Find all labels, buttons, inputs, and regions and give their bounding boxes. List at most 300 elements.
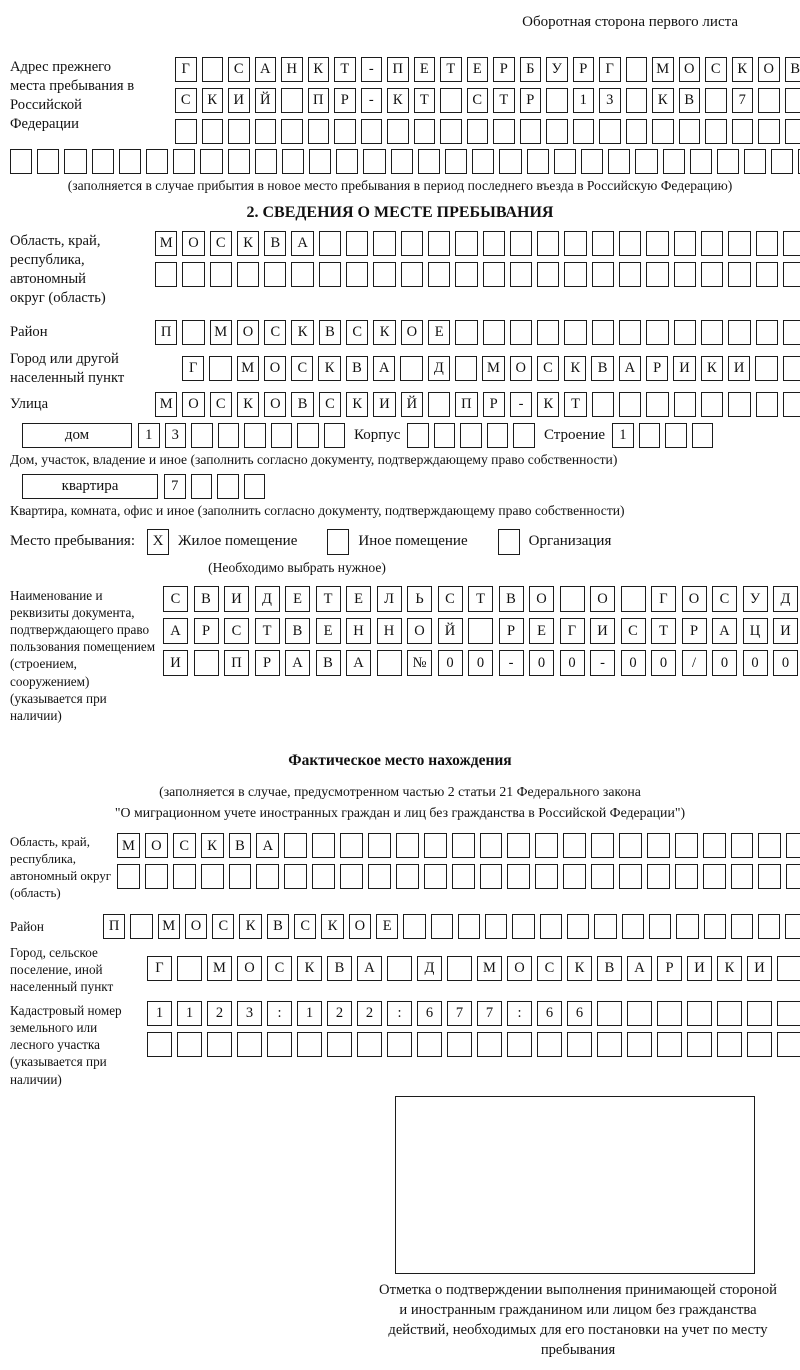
- char-cell[interactable]: К: [717, 956, 742, 981]
- char-cell[interactable]: О: [679, 57, 701, 82]
- char-cell[interactable]: [692, 423, 714, 448]
- char-cell[interactable]: С: [467, 88, 489, 113]
- char-cell[interactable]: [368, 833, 391, 858]
- char-cell[interactable]: 7: [164, 474, 186, 499]
- char-cell[interactable]: [424, 864, 447, 889]
- char-cell[interactable]: Г: [147, 956, 172, 981]
- char-cell[interactable]: [619, 864, 642, 889]
- char-cell[interactable]: Р: [646, 356, 668, 381]
- char-cell[interactable]: Д: [773, 586, 798, 612]
- char-cell[interactable]: [145, 864, 168, 889]
- char-cell[interactable]: А: [291, 231, 313, 256]
- char-cell[interactable]: [428, 392, 450, 417]
- char-cell[interactable]: [373, 262, 395, 287]
- char-cell[interactable]: Т: [468, 586, 493, 612]
- char-cell[interactable]: [783, 356, 800, 381]
- char-cell[interactable]: [567, 1032, 592, 1057]
- char-cell[interactable]: -: [499, 650, 524, 676]
- char-cell[interactable]: [597, 1001, 622, 1026]
- char-cell[interactable]: [701, 392, 723, 417]
- char-cell[interactable]: Т: [334, 57, 356, 82]
- char-cell[interactable]: К: [291, 320, 313, 345]
- char-cell[interactable]: [228, 149, 250, 174]
- char-cell[interactable]: [537, 262, 559, 287]
- char-cell[interactable]: [418, 149, 440, 174]
- char-cell[interactable]: М: [155, 392, 177, 417]
- char-cell[interactable]: В: [267, 914, 289, 939]
- char-cell[interactable]: [783, 392, 800, 417]
- char-cell[interactable]: М: [652, 57, 674, 82]
- char-cell[interactable]: [340, 833, 363, 858]
- char-cell[interactable]: [758, 833, 781, 858]
- char-cell[interactable]: С: [712, 586, 737, 612]
- char-cell[interactable]: [703, 864, 726, 889]
- char-cell[interactable]: [237, 1032, 262, 1057]
- char-cell[interactable]: [540, 914, 562, 939]
- char-cell[interactable]: Р: [573, 57, 595, 82]
- char-cell[interactable]: [271, 423, 293, 448]
- char-cell[interactable]: [758, 88, 780, 113]
- char-cell[interactable]: [674, 320, 696, 345]
- char-cell[interactable]: Е: [346, 586, 371, 612]
- char-cell[interactable]: [599, 119, 621, 144]
- char-cell[interactable]: [647, 833, 670, 858]
- char-cell[interactable]: [499, 149, 521, 174]
- char-cell[interactable]: [554, 149, 576, 174]
- char-cell[interactable]: К: [387, 88, 409, 113]
- char-cell[interactable]: Д: [417, 956, 442, 981]
- char-cell[interactable]: [592, 231, 614, 256]
- char-cell[interactable]: [209, 356, 231, 381]
- char-cell[interactable]: [458, 914, 480, 939]
- char-cell[interactable]: [679, 119, 701, 144]
- char-cell[interactable]: Ц: [743, 618, 768, 644]
- char-cell[interactable]: [428, 262, 450, 287]
- char-cell[interactable]: А: [357, 956, 382, 981]
- char-cell[interactable]: С: [210, 392, 232, 417]
- char-cell[interactable]: В: [291, 392, 313, 417]
- char-cell[interactable]: И: [673, 356, 695, 381]
- char-cell[interactable]: В: [679, 88, 701, 113]
- char-cell[interactable]: [510, 262, 532, 287]
- char-cell[interactable]: [507, 833, 530, 858]
- char-cell[interactable]: [592, 320, 614, 345]
- char-cell[interactable]: 0: [621, 650, 646, 676]
- char-cell[interactable]: О: [349, 914, 371, 939]
- char-cell[interactable]: С: [294, 914, 316, 939]
- char-cell[interactable]: 7: [732, 88, 754, 113]
- char-cell[interactable]: [452, 864, 475, 889]
- char-cell[interactable]: [244, 423, 266, 448]
- char-cell[interactable]: К: [732, 57, 754, 82]
- char-cell[interactable]: [229, 864, 252, 889]
- char-cell[interactable]: [701, 320, 723, 345]
- char-cell[interactable]: [483, 262, 505, 287]
- char-cell[interactable]: [10, 149, 32, 174]
- char-cell[interactable]: [701, 262, 723, 287]
- char-cell[interactable]: [282, 149, 304, 174]
- char-cell[interactable]: [527, 149, 549, 174]
- char-cell[interactable]: [705, 88, 727, 113]
- char-cell[interactable]: О: [401, 320, 423, 345]
- char-cell[interactable]: [591, 833, 614, 858]
- char-cell[interactable]: [510, 231, 532, 256]
- char-cell[interactable]: В: [319, 320, 341, 345]
- char-cell[interactable]: [373, 231, 395, 256]
- char-cell[interactable]: 2: [207, 1001, 232, 1026]
- char-cell[interactable]: [744, 149, 766, 174]
- char-cell[interactable]: [440, 119, 462, 144]
- char-cell[interactable]: [626, 88, 648, 113]
- char-cell[interactable]: Т: [414, 88, 436, 113]
- char-cell[interactable]: [639, 423, 661, 448]
- char-cell[interactable]: [346, 262, 368, 287]
- char-cell[interactable]: Д: [428, 356, 450, 381]
- char-cell[interactable]: [546, 88, 568, 113]
- char-cell[interactable]: И: [747, 956, 772, 981]
- char-cell[interactable]: [758, 914, 780, 939]
- char-cell[interactable]: [483, 320, 505, 345]
- char-cell[interactable]: -: [510, 392, 532, 417]
- char-cell[interactable]: [652, 119, 674, 144]
- char-cell[interactable]: [786, 833, 800, 858]
- char-cell[interactable]: Р: [334, 88, 356, 113]
- char-cell[interactable]: [535, 833, 558, 858]
- char-cell[interactable]: [428, 231, 450, 256]
- char-cell[interactable]: В: [785, 57, 800, 82]
- checkbox-other-premises[interactable]: [327, 529, 349, 555]
- char-cell[interactable]: [755, 356, 777, 381]
- char-cell[interactable]: [480, 864, 503, 889]
- char-cell[interactable]: [728, 262, 750, 287]
- char-cell[interactable]: [363, 149, 385, 174]
- char-cell[interactable]: /: [682, 650, 707, 676]
- char-cell[interactable]: 1: [612, 423, 634, 448]
- char-cell[interactable]: [626, 57, 648, 82]
- char-cell[interactable]: [731, 864, 754, 889]
- char-cell[interactable]: [626, 119, 648, 144]
- char-cell[interactable]: [228, 119, 250, 144]
- char-cell[interactable]: [460, 423, 482, 448]
- char-cell[interactable]: 6: [417, 1001, 442, 1026]
- char-cell[interactable]: С: [291, 356, 313, 381]
- char-cell[interactable]: О: [507, 956, 532, 981]
- char-cell[interactable]: Г: [175, 57, 197, 82]
- char-cell[interactable]: [537, 320, 559, 345]
- char-cell[interactable]: В: [591, 356, 613, 381]
- char-cell[interactable]: [467, 119, 489, 144]
- char-cell[interactable]: С: [224, 618, 249, 644]
- char-cell[interactable]: [387, 956, 412, 981]
- char-cell[interactable]: 0: [468, 650, 493, 676]
- char-cell[interactable]: А: [285, 650, 310, 676]
- char-cell[interactable]: [336, 149, 358, 174]
- char-cell[interactable]: С: [537, 956, 562, 981]
- char-cell[interactable]: Н: [377, 618, 402, 644]
- char-cell[interactable]: [334, 119, 356, 144]
- char-cell[interactable]: О: [182, 392, 204, 417]
- char-cell[interactable]: [130, 914, 152, 939]
- char-cell[interactable]: 1: [138, 423, 160, 448]
- char-cell[interactable]: [507, 864, 530, 889]
- char-cell[interactable]: О: [682, 586, 707, 612]
- char-cell[interactable]: [191, 474, 213, 499]
- char-cell[interactable]: К: [318, 356, 340, 381]
- char-cell[interactable]: [758, 864, 781, 889]
- char-cell[interactable]: Г: [182, 356, 204, 381]
- char-cell[interactable]: К: [567, 956, 592, 981]
- char-cell[interactable]: М: [155, 231, 177, 256]
- char-cell[interactable]: [704, 914, 726, 939]
- char-cell[interactable]: [594, 914, 616, 939]
- char-cell[interactable]: У: [743, 586, 768, 612]
- char-cell[interactable]: [560, 586, 585, 612]
- char-cell[interactable]: Й: [438, 618, 463, 644]
- char-cell[interactable]: [237, 262, 259, 287]
- char-cell[interactable]: [308, 119, 330, 144]
- char-cell[interactable]: В: [316, 650, 341, 676]
- char-cell[interactable]: 1: [297, 1001, 322, 1026]
- char-cell[interactable]: [37, 149, 59, 174]
- char-cell[interactable]: [646, 392, 668, 417]
- char-cell[interactable]: 0: [651, 650, 676, 676]
- char-cell[interactable]: [619, 231, 641, 256]
- char-cell[interactable]: [477, 1032, 502, 1057]
- char-cell[interactable]: О: [145, 833, 168, 858]
- char-cell[interactable]: И: [590, 618, 615, 644]
- char-cell[interactable]: [64, 149, 86, 174]
- char-cell[interactable]: [674, 231, 696, 256]
- char-cell[interactable]: [535, 864, 558, 889]
- char-cell[interactable]: [324, 423, 346, 448]
- char-cell[interactable]: В: [194, 586, 219, 612]
- char-cell[interactable]: [255, 119, 277, 144]
- char-cell[interactable]: К: [202, 88, 224, 113]
- char-cell[interactable]: [281, 88, 303, 113]
- char-cell[interactable]: [731, 833, 754, 858]
- char-cell[interactable]: [319, 262, 341, 287]
- char-cell[interactable]: [717, 149, 739, 174]
- char-cell[interactable]: [202, 57, 224, 82]
- char-cell[interactable]: [537, 1032, 562, 1057]
- char-cell[interactable]: [507, 1032, 532, 1057]
- char-cell[interactable]: [472, 149, 494, 174]
- char-cell[interactable]: Г: [651, 586, 676, 612]
- char-cell[interactable]: С: [212, 914, 234, 939]
- char-cell[interactable]: [563, 833, 586, 858]
- char-cell[interactable]: [493, 119, 515, 144]
- char-cell[interactable]: И: [224, 586, 249, 612]
- char-cell[interactable]: [783, 320, 800, 345]
- char-cell[interactable]: П: [155, 320, 177, 345]
- char-cell[interactable]: П: [308, 88, 330, 113]
- char-cell[interactable]: 2: [327, 1001, 352, 1026]
- char-cell[interactable]: [619, 262, 641, 287]
- char-cell[interactable]: В: [327, 956, 352, 981]
- char-cell[interactable]: [756, 231, 778, 256]
- char-cell[interactable]: О: [407, 618, 432, 644]
- char-cell[interactable]: И: [163, 650, 188, 676]
- char-cell[interactable]: [284, 833, 307, 858]
- char-cell[interactable]: [619, 320, 641, 345]
- char-cell[interactable]: [663, 149, 685, 174]
- char-cell[interactable]: [646, 320, 668, 345]
- char-cell[interactable]: П: [387, 57, 409, 82]
- char-cell[interactable]: Г: [560, 618, 585, 644]
- char-cell[interactable]: [403, 914, 425, 939]
- char-cell[interactable]: [657, 1001, 682, 1026]
- char-cell[interactable]: [452, 833, 475, 858]
- char-cell[interactable]: И: [773, 618, 798, 644]
- char-cell[interactable]: М: [477, 956, 502, 981]
- char-cell[interactable]: [777, 1032, 800, 1057]
- char-cell[interactable]: 0: [773, 650, 798, 676]
- char-cell[interactable]: [619, 833, 642, 858]
- char-cell[interactable]: А: [627, 956, 652, 981]
- char-cell[interactable]: П: [103, 914, 125, 939]
- char-cell[interactable]: [210, 262, 232, 287]
- char-cell[interactable]: [361, 119, 383, 144]
- char-cell[interactable]: [281, 119, 303, 144]
- char-cell[interactable]: [340, 864, 363, 889]
- checkbox-organization[interactable]: [498, 529, 520, 555]
- char-cell[interactable]: Т: [440, 57, 462, 82]
- char-cell[interactable]: [728, 392, 750, 417]
- char-cell[interactable]: [182, 320, 204, 345]
- char-cell[interactable]: А: [712, 618, 737, 644]
- char-cell[interactable]: [146, 149, 168, 174]
- char-cell[interactable]: А: [256, 833, 279, 858]
- char-cell[interactable]: В: [597, 956, 622, 981]
- char-cell[interactable]: [377, 650, 402, 676]
- char-cell[interactable]: [758, 119, 780, 144]
- char-cell[interactable]: [401, 231, 423, 256]
- char-cell[interactable]: [468, 618, 493, 644]
- char-cell[interactable]: [621, 586, 646, 612]
- char-cell[interactable]: [676, 914, 698, 939]
- char-cell[interactable]: [483, 231, 505, 256]
- char-cell[interactable]: 3: [165, 423, 187, 448]
- char-cell[interactable]: [705, 119, 727, 144]
- char-cell[interactable]: [217, 474, 239, 499]
- char-cell[interactable]: О: [529, 586, 554, 612]
- char-cell[interactable]: С: [438, 586, 463, 612]
- char-cell[interactable]: [635, 149, 657, 174]
- char-cell[interactable]: [777, 1001, 800, 1026]
- char-cell[interactable]: [649, 914, 671, 939]
- char-cell[interactable]: С: [264, 320, 286, 345]
- char-cell[interactable]: [564, 231, 586, 256]
- char-cell[interactable]: [646, 231, 668, 256]
- char-cell[interactable]: М: [482, 356, 504, 381]
- char-cell[interactable]: [255, 149, 277, 174]
- char-cell[interactable]: С: [346, 320, 368, 345]
- char-cell[interactable]: К: [239, 914, 261, 939]
- char-cell[interactable]: М: [210, 320, 232, 345]
- char-cell[interactable]: [182, 262, 204, 287]
- char-cell[interactable]: [401, 262, 423, 287]
- checkbox-residential[interactable]: X: [147, 529, 169, 555]
- char-cell[interactable]: [155, 262, 177, 287]
- char-cell[interactable]: [785, 88, 800, 113]
- char-cell[interactable]: [513, 423, 535, 448]
- char-cell[interactable]: [177, 1032, 202, 1057]
- char-cell[interactable]: К: [201, 833, 224, 858]
- char-cell[interactable]: [646, 262, 668, 287]
- char-cell[interactable]: Е: [428, 320, 450, 345]
- char-cell[interactable]: Н: [281, 57, 303, 82]
- char-cell[interactable]: У: [546, 57, 568, 82]
- char-cell[interactable]: 0: [560, 650, 585, 676]
- char-cell[interactable]: [312, 864, 335, 889]
- char-cell[interactable]: [256, 864, 279, 889]
- char-cell[interactable]: [581, 149, 603, 174]
- char-cell[interactable]: 6: [537, 1001, 562, 1026]
- char-cell[interactable]: С: [163, 586, 188, 612]
- char-cell[interactable]: [674, 392, 696, 417]
- char-cell[interactable]: И: [373, 392, 395, 417]
- char-cell[interactable]: [244, 474, 266, 499]
- char-cell[interactable]: -: [590, 650, 615, 676]
- char-cell[interactable]: :: [507, 1001, 532, 1026]
- char-cell[interactable]: М: [237, 356, 259, 381]
- char-cell[interactable]: [424, 833, 447, 858]
- char-cell[interactable]: В: [229, 833, 252, 858]
- char-cell[interactable]: 1: [147, 1001, 172, 1026]
- char-cell[interactable]: [756, 392, 778, 417]
- char-cell[interactable]: -: [361, 88, 383, 113]
- char-cell[interactable]: Р: [657, 956, 682, 981]
- char-cell[interactable]: Р: [520, 88, 542, 113]
- char-cell[interactable]: Р: [682, 618, 707, 644]
- char-cell[interactable]: К: [652, 88, 674, 113]
- char-cell[interactable]: К: [297, 956, 322, 981]
- char-cell[interactable]: С: [705, 57, 727, 82]
- char-cell[interactable]: [291, 262, 313, 287]
- char-cell[interactable]: [731, 914, 753, 939]
- char-cell[interactable]: [218, 423, 240, 448]
- char-cell[interactable]: [396, 864, 419, 889]
- char-cell[interactable]: К: [237, 392, 259, 417]
- char-cell[interactable]: Р: [194, 618, 219, 644]
- char-cell[interactable]: [783, 231, 800, 256]
- char-cell[interactable]: С: [621, 618, 646, 644]
- char-cell[interactable]: К: [564, 356, 586, 381]
- char-cell[interactable]: Т: [493, 88, 515, 113]
- char-cell[interactable]: [520, 119, 542, 144]
- char-cell[interactable]: А: [619, 356, 641, 381]
- char-cell[interactable]: [510, 320, 532, 345]
- char-cell[interactable]: Е: [316, 618, 341, 644]
- char-cell[interactable]: [728, 320, 750, 345]
- char-cell[interactable]: А: [346, 650, 371, 676]
- char-cell[interactable]: [687, 1032, 712, 1057]
- char-cell[interactable]: 2: [357, 1001, 382, 1026]
- char-cell[interactable]: [434, 423, 456, 448]
- char-cell[interactable]: С: [228, 57, 250, 82]
- char-cell[interactable]: О: [264, 356, 286, 381]
- char-cell[interactable]: Д: [255, 586, 280, 612]
- char-cell[interactable]: [400, 356, 422, 381]
- char-cell[interactable]: О: [237, 320, 259, 345]
- char-cell[interactable]: Е: [529, 618, 554, 644]
- char-cell[interactable]: [309, 149, 331, 174]
- char-cell[interactable]: 0: [529, 650, 554, 676]
- char-cell[interactable]: [627, 1032, 652, 1057]
- char-cell[interactable]: [657, 1032, 682, 1057]
- char-cell[interactable]: Т: [651, 618, 676, 644]
- char-cell[interactable]: [297, 1032, 322, 1057]
